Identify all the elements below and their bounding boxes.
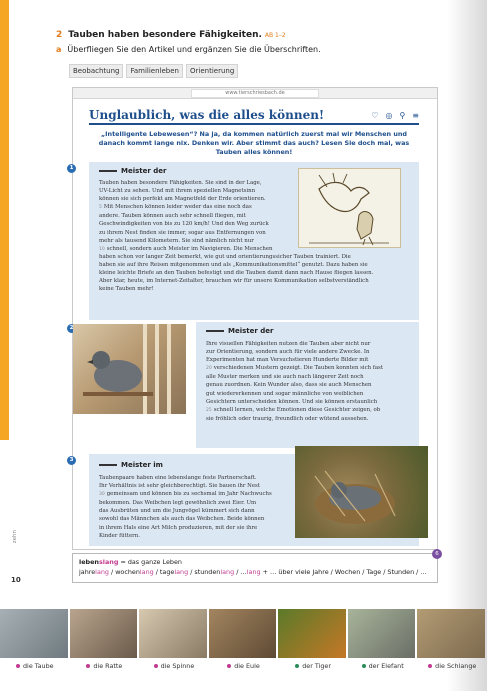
option-tag: Beobachtung <box>69 64 123 78</box>
pigeon-silhouette <box>73 324 186 414</box>
menu-icon: ≡ <box>412 110 419 120</box>
pigeon-photo <box>73 324 186 414</box>
animal-name: der Tiger <box>302 662 331 670</box>
text-line: alle Muster merken und sie auch nach längerer Zeit noch <box>206 374 364 381</box>
heart-icon: ♡ <box>371 110 379 120</box>
gender-dot-icon <box>227 664 231 668</box>
text-line <box>206 364 411 373</box>
section-bullet: 1 <box>67 164 76 173</box>
vocab-line-2 <box>79 568 431 578</box>
text-line: das Ausbrüten und um die Jungvögel kümmert sich dann <box>99 508 255 515</box>
heading-text: Meister der <box>228 327 274 335</box>
search-icon: ⚲ <box>399 110 406 120</box>
page-number: 10 <box>11 576 21 584</box>
animal-photo <box>417 609 485 658</box>
text-line: andere. Tauben können auch sehr schnell fliegen, mit <box>99 213 246 220</box>
section-3-heading <box>99 461 163 469</box>
vocab-definition: = das ganze Leben <box>118 558 182 566</box>
text-line <box>206 406 411 415</box>
animal-name: die Ratte <box>93 662 123 670</box>
option-tag: Orientierung <box>186 64 238 78</box>
section-1-heading <box>99 167 166 175</box>
vocab-suffix: lang <box>220 567 235 576</box>
text-line: gut wiedererkennen und sogar männliche von weiblichen <box>206 390 364 397</box>
gender-dot-icon <box>428 664 432 668</box>
animal-label <box>139 662 209 670</box>
url-text: www.tierschriesbach.de <box>191 89 319 98</box>
article-title: Unglaublich, was die alles können! <box>89 108 325 122</box>
text-line: haben sie auf ihre Reisen mitgenommen und als „Kommunikationsmittel“ genutzt. Dazu haben sie <box>99 262 368 269</box>
subtask-letter: a <box>56 45 62 54</box>
text-line-content: Mit Menschen können leider weder das eine noch das <box>103 204 252 211</box>
text-line: in ihrem Hals eine Art Milch produzieren, mit der sie ihre <box>99 524 258 531</box>
task-heading <box>56 30 286 40</box>
orange-margin-stripe <box>0 0 9 440</box>
text-line: sowohl das Männchen als auch das Weibchen. Beide können <box>99 516 265 523</box>
text-line-content: verschiedenen Mustern gezeigt. Die Tauben konnten sich fast <box>213 365 383 372</box>
text-line-content: schnell lernen, welche Emotionen diese Gesichter zeigen, ob <box>213 406 381 413</box>
line-number: 20 <box>206 366 212 372</box>
text-line: Experimenten hat man Versuchstieren Hunderte Bilder mit <box>206 357 369 364</box>
woodcut-pigeon-image <box>298 168 401 248</box>
vocab-word: leben <box>79 558 99 566</box>
page-number-word: zehn <box>12 530 18 544</box>
heading-text: Meister der <box>121 167 167 175</box>
text-line: Taubenpaare haben eine lebenslange feste Partnerschaft. <box>99 475 257 481</box>
animal-labels <box>0 662 487 670</box>
gender-dot-icon <box>86 664 90 668</box>
text-line: zu ihrem Nest finden sie immer, sogar aus Entfernungen von <box>99 229 266 236</box>
text-line: Ihr Verhältnis ist sehr gleichberechtigt. Sie bauen ihr Nest <box>99 483 260 490</box>
gender-dot-icon <box>362 664 366 668</box>
animal-label <box>348 662 418 670</box>
blank-line <box>206 330 224 332</box>
text-line: Ihre visuellen Fähigkeiten nutzen die Tauben aber nicht nur <box>206 341 371 347</box>
option-tag: Familienleben <box>126 64 183 78</box>
vocab-badge: 6 <box>432 549 442 559</box>
workbook-reference: AB 1–2 <box>264 32 286 39</box>
text-line: UV-Licht zu sehen. Und mit ihrem speziellen Magnetsinn <box>99 188 256 195</box>
text-line: Kinder füttern. <box>99 532 140 539</box>
animal-photo-strip <box>0 609 487 658</box>
line-number: 5 <box>99 205 102 211</box>
text-line: genau zuordnen. Kein Wunder also, dass sie auch Menschen <box>206 382 372 389</box>
page-edge-shadow <box>447 0 487 691</box>
text-line: Gesichtern unterscheiden können. Und sie können erstaunlich <box>206 398 378 405</box>
gender-dot-icon <box>295 664 299 668</box>
blank-line <box>99 464 117 466</box>
section-bullet: 3 <box>67 456 76 465</box>
vocab-stem: + … über viele Jahre / Wochen / Tage / Stunden / … <box>260 567 427 576</box>
text-line <box>99 490 289 499</box>
animal-photo <box>209 609 277 658</box>
nest-photo <box>295 446 428 538</box>
vocab-stem: / … <box>234 567 247 576</box>
animal-label <box>417 662 487 670</box>
task-number: 2 <box>56 30 63 40</box>
vocab-stem: jahre <box>79 567 96 576</box>
animal-name: die Eule <box>234 662 260 670</box>
blank-line <box>99 170 117 172</box>
task-title: Tauben haben besondere Fähigkeiten. <box>68 30 262 40</box>
woodcut-illustration <box>299 169 400 247</box>
vocabulary-box <box>72 553 438 583</box>
text-line: mehr als tausend Kilometern. Sie sind nämlich nicht nur <box>99 237 254 244</box>
site-icons <box>371 111 419 120</box>
vocab-stem: / wochen <box>108 567 140 576</box>
gender-dot-icon <box>16 664 20 668</box>
animal-photo <box>70 609 138 658</box>
animal-photo <box>139 609 207 658</box>
text-line: sie fröhlich oder traurig, freundlich oder wütend aussehen. <box>206 415 369 422</box>
vocab-suffix: lang <box>174 567 189 576</box>
nest-illustration <box>295 446 428 538</box>
line-number: 30 <box>99 492 105 498</box>
location-icon: ◎ <box>385 110 393 120</box>
animal-name: die Spinne <box>160 662 195 670</box>
text-line-content: gemeinsam und können bis zu sechsmal im Jahr Nachwuchs <box>106 491 272 498</box>
animal-photo <box>348 609 416 658</box>
section-2-heading <box>206 327 273 335</box>
animal-label <box>0 662 70 670</box>
vocab-line-1 <box>79 558 431 568</box>
article-intro: „Intelligente Lebewesen“? Na ja, da kommen natürlich zuerst mal wir Menschen und danach kommt lange nix. Denken wir. Aber stimmt das auch? Lesen Sie doch mal, was Tauben alles können! <box>98 130 410 156</box>
text-line: Tauben haben besondere Fähigkeiten. Sie sind in der Lage, <box>99 180 262 186</box>
animal-label <box>209 662 279 670</box>
heading-options <box>69 64 238 78</box>
section-1-text-narrow <box>99 179 284 254</box>
animal-name: der Elefant <box>368 662 404 670</box>
text-line: zur Orientierung, sondern auch für viele andere Zwecke. In <box>206 349 370 356</box>
site-header <box>89 107 419 125</box>
url-bar <box>73 88 437 99</box>
instruction-text: Überfliegen Sie den Artikel und ergänzen Sie die Überschriften. <box>67 45 321 54</box>
section-2-text <box>206 340 411 423</box>
text-line: Aber klar, heute, im Internet-Zeitalter, brauchen wir für unsere Kommunikation selbstverständlich <box>99 278 369 285</box>
vocab-stem: / tage <box>153 567 175 576</box>
animal-photo <box>0 609 68 658</box>
section-1-text-wide <box>99 253 407 293</box>
vocab-suffix: slang <box>98 558 119 566</box>
animal-name: die Schlange <box>435 662 477 670</box>
text-line-content: schnell, sondern auch Meister im Navigieren. Die Menschen <box>106 245 273 252</box>
animal-label <box>70 662 140 670</box>
text-line: keine Tauben mehr! <box>99 286 154 293</box>
text-line: haben schon vor langer Zeit bemerkt, wie gut und orientierungssicher Tauben trainiert. Die <box>99 254 351 260</box>
vocab-stem: / stunden <box>188 567 221 576</box>
task-instruction <box>56 45 321 54</box>
gender-dot-icon <box>154 664 158 668</box>
line-number: 10 <box>99 246 105 252</box>
text-line: bekommen. Das Weibchen legt gewöhnlich zwei Eier. Um <box>99 500 257 507</box>
line-number: 25 <box>206 407 212 413</box>
vocab-suffix: lang <box>95 567 109 576</box>
browser-mockup <box>69 87 438 550</box>
text-line: können sie sich perfekt am Magnetfeld der Erde orientieren. <box>99 196 266 203</box>
animal-label <box>278 662 348 670</box>
section-3-text <box>99 474 289 540</box>
text-line <box>99 203 284 212</box>
text-line: Geschwindigkeiten von bis zu 120 km/h! Und den Weg zurück <box>99 221 269 228</box>
vocab-suffix: lang <box>246 567 261 576</box>
animal-photo <box>278 609 346 658</box>
vocab-suffix: lang <box>139 567 154 576</box>
heading-text: Meister im <box>121 461 163 469</box>
section-bullet: 2 <box>67 324 76 333</box>
animal-name: die Taube <box>22 662 54 670</box>
text-line: kleine leichte Briefe an den Tauben befestigt und die Tauben damit dann nach Hause fliegen lassen. <box>99 270 374 277</box>
